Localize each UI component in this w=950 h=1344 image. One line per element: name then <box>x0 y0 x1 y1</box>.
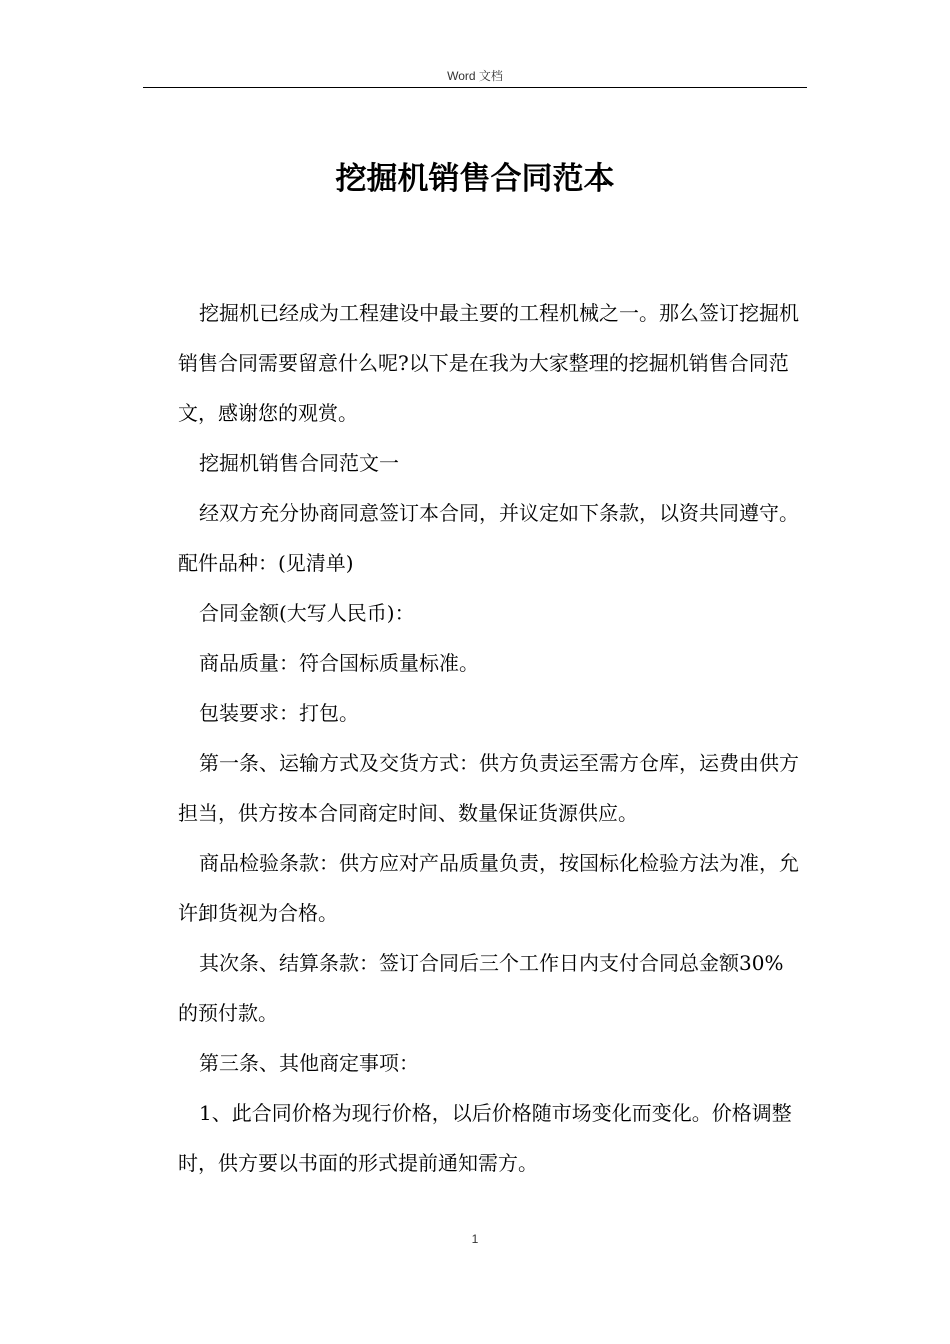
paragraph-quality: 商品质量：符合国标质量标准。 <box>199 651 479 675</box>
document-title: 挖掘机销售合同范本 <box>335 161 615 197</box>
paragraph-agreement: 经双方充分协商同意签订本合同，并议定如下条款，以资共同遵守。配件品种：(见清单) <box>178 501 799 575</box>
paragraph-item-1: 1、此合同价格为现行价格，以后价格随市场变化而变化。价格调整时，供方要以书面的形式提前通知需方。 <box>178 1101 792 1175</box>
paragraph-packaging: 包装要求：打包。 <box>199 701 359 725</box>
page-header: Word 文档 <box>447 69 503 83</box>
paragraph-intro: 挖掘机已经成为工程建设中最主要的工程机械之一。那么签订挖掘机销售合同需要留意什么呢?以下是在我为大家整理的挖掘机销售合同范文，感谢您的观赏。 <box>178 301 799 425</box>
paragraph-article-3: 第三条、其他商定事项： <box>199 1051 419 1075</box>
document-body <box>178 288 802 1188</box>
header-divider <box>143 87 807 88</box>
paragraph-inspection: 商品检验条款：供方应对产品质量负责，按国标化检验方法为准，允许卸货视为合格。 <box>178 851 799 925</box>
page-number: 1 <box>471 1232 479 1246</box>
paragraph-article-2: 其次条、结算条款：签订合同后三个工作日内支付合同总金额30%的预付款。 <box>178 951 784 1025</box>
paragraph-article-1: 第一条、运输方式及交货方式：供方负责运至需方仓库，运费由供方担当，供方按本合同商定时间、数量保证货源供应。 <box>178 751 799 825</box>
paragraph-sample-heading: 挖掘机销售合同范文一 <box>199 451 399 475</box>
paragraph-contract-amount: 合同金额(大写人民币)： <box>199 601 415 625</box>
